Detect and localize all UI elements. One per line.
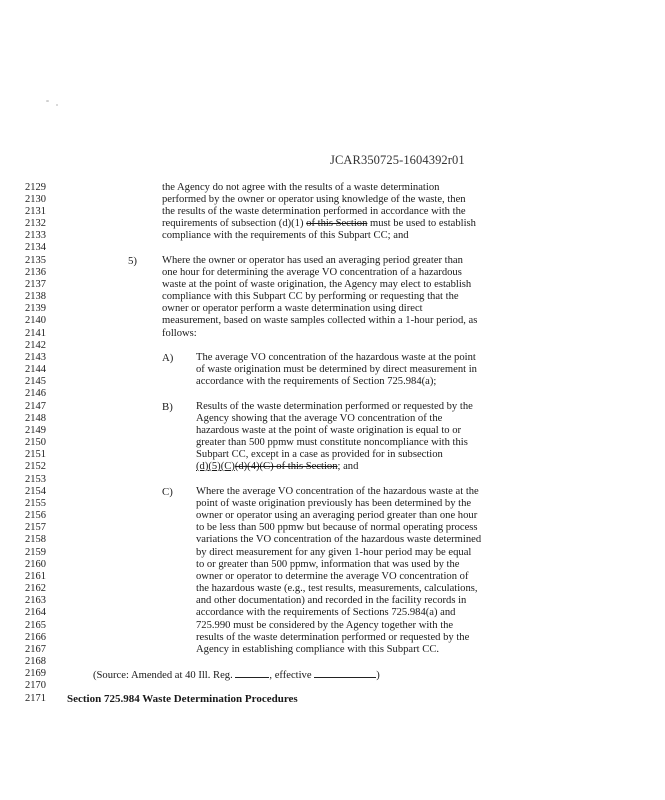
line-number: 2133 bbox=[25, 230, 46, 241]
text-line: Agency in establishing compliance with this Subpart CC. bbox=[196, 644, 440, 655]
line-number: 2154 bbox=[25, 486, 46, 497]
line-number: 2129 bbox=[25, 182, 46, 193]
text-line: Where the owner or operator has used an averaging period greater than bbox=[162, 255, 463, 266]
subparagraph-label: C) bbox=[162, 486, 173, 498]
text-line: the Agency do not agree with the results of a waste determination bbox=[162, 182, 440, 193]
text-run: requirements of subsection (d)(1) bbox=[162, 218, 307, 229]
line-number: 2168 bbox=[25, 656, 46, 667]
line-number: 2143 bbox=[25, 352, 46, 363]
line-number: 2147 bbox=[25, 401, 46, 412]
text-line: to or greater than 500 ppmw, information that was used by the bbox=[196, 559, 460, 570]
line-number: 2144 bbox=[25, 364, 46, 375]
line-number: 2164 bbox=[25, 607, 46, 618]
text-line: results of the waste determination performed or requested by the bbox=[196, 632, 470, 643]
inserted-text: (d)(5)(C) bbox=[196, 461, 235, 472]
text-line bbox=[162, 218, 476, 230]
line-number: 2161 bbox=[25, 571, 46, 582]
line-number: 2157 bbox=[25, 522, 46, 533]
line-number: 2137 bbox=[25, 279, 46, 290]
text-line: point of waste origination previously has been determined by the bbox=[196, 498, 472, 509]
scan-speck bbox=[46, 100, 49, 102]
line-number: 2145 bbox=[25, 376, 46, 387]
section-heading: Section 725.984 Waste Determination Procedures bbox=[67, 693, 298, 705]
text-run: must be used to establish bbox=[367, 218, 476, 229]
line-number: 2151 bbox=[25, 449, 46, 460]
line-number: 2152 bbox=[25, 461, 46, 472]
document-id: JCAR350725-1604392r01 bbox=[330, 153, 465, 167]
text-line: waste at the point of waste origination, the Agency may elect to establish bbox=[162, 279, 472, 290]
paragraph-label: 5) bbox=[128, 255, 137, 267]
scan-speck bbox=[56, 104, 58, 106]
text-run: ; and bbox=[337, 461, 359, 472]
source-note-text: (Source: Amended at 40 Ill. Reg. bbox=[93, 670, 236, 681]
text-line: compliance with the requirements of this Subpart CC; and bbox=[162, 230, 409, 241]
text-line: owner or operator to determine the average VO concentration of bbox=[196, 571, 469, 582]
line-number: 2136 bbox=[25, 267, 46, 278]
line-number: 2139 bbox=[25, 303, 46, 314]
text-line: The average VO concentration of the hazardous waste at the point bbox=[196, 352, 476, 363]
text-line: the results of the waste determination performed in accordance with the bbox=[162, 206, 466, 217]
line-number: 2141 bbox=[25, 328, 46, 339]
text-line: and other documentation) and recorded in the facility records in bbox=[196, 595, 467, 606]
line-number: 2138 bbox=[25, 291, 46, 302]
effective-date-blank bbox=[314, 668, 376, 678]
text-line: of waste origination must be determined by direct measurement in bbox=[196, 364, 477, 375]
deleted-text: of this Section bbox=[306, 218, 368, 229]
text-line: variations the VO concentration of the hazardous waste determined bbox=[196, 534, 482, 545]
line-number: 2155 bbox=[25, 498, 46, 509]
source-note-text: ) bbox=[376, 670, 380, 681]
text-line: compliance with this Subpart CC by performing or requesting that the bbox=[162, 291, 459, 302]
line-number: 2134 bbox=[25, 242, 46, 253]
line-number: 2160 bbox=[25, 559, 46, 570]
line-number: 2162 bbox=[25, 583, 46, 594]
text-line: owner or operator using an averaging period greater than one hour bbox=[196, 510, 478, 521]
line-number: 2140 bbox=[25, 315, 46, 326]
text-line: accordance with the requirements of Sections 725.984(a) and bbox=[196, 607, 456, 618]
line-number: 2130 bbox=[25, 194, 46, 205]
line-number: 2159 bbox=[25, 547, 46, 558]
line-number: 2167 bbox=[25, 644, 46, 655]
text-line: Subpart CC, except in a case as provided for in subsection bbox=[196, 449, 443, 460]
line-number: 2166 bbox=[25, 632, 46, 643]
text-line: Where the average VO concentration of the hazardous waste at the bbox=[196, 486, 479, 497]
line-number: 2153 bbox=[25, 474, 46, 485]
line-number: 2142 bbox=[25, 340, 46, 351]
text-line: follows: bbox=[162, 328, 197, 339]
text-line: hazardous waste at the point of waste origination is equal to or bbox=[196, 425, 462, 436]
text-line: accordance with the requirements of Section 725.984(a); bbox=[196, 376, 437, 387]
text-line: greater than 500 ppmw must constitute noncompliance with this bbox=[196, 437, 468, 448]
line-number: 2169 bbox=[25, 668, 46, 679]
line-number: 2146 bbox=[25, 388, 46, 399]
text-line: 725.990 must be considered by the Agency together with the bbox=[196, 620, 454, 631]
line-number: 2132 bbox=[25, 218, 46, 229]
line-number: 2131 bbox=[25, 206, 46, 217]
line-number: 2150 bbox=[25, 437, 46, 448]
text-line: owner or operator perform a waste determination using direct bbox=[162, 303, 423, 314]
line-number: 2165 bbox=[25, 620, 46, 631]
line-number: 2171 bbox=[25, 693, 46, 704]
text-line bbox=[196, 461, 358, 473]
text-line: the hazardous waste (e.g., test results, measurements, calculations, bbox=[196, 583, 478, 594]
text-line: by direct measurement for any given 1-hour period may be equal bbox=[196, 547, 472, 558]
deleted-text: (d)(4)(C) of this Section bbox=[234, 461, 338, 472]
subparagraph-label: A) bbox=[162, 352, 174, 364]
line-number: 2156 bbox=[25, 510, 46, 521]
text-line: performed by the owner or operator using knowledge of the waste, then bbox=[162, 194, 466, 205]
line-number: 2135 bbox=[25, 255, 46, 266]
line-number: 2163 bbox=[25, 595, 46, 606]
line-number: 2170 bbox=[25, 680, 46, 691]
line-number: 2158 bbox=[25, 534, 46, 545]
line-number: 2149 bbox=[25, 425, 46, 436]
text-line: to be less than 500 ppmw but because of normal operating process bbox=[196, 522, 478, 533]
line-number: 2148 bbox=[25, 413, 46, 424]
text-line: measurement, based on waste samples collected within a 1-hour period, as bbox=[162, 315, 478, 326]
subparagraph-label: B) bbox=[162, 401, 173, 413]
text-line: Results of the waste determination performed or requested by the bbox=[196, 401, 473, 412]
text-line: Agency showing that the average VO concentration of the bbox=[196, 413, 443, 424]
register-blank bbox=[235, 668, 269, 678]
text-line: one hour for determining the average VO concentration of a hazardous bbox=[162, 267, 462, 278]
source-note bbox=[93, 668, 380, 682]
source-note-text: , effective bbox=[269, 670, 315, 681]
